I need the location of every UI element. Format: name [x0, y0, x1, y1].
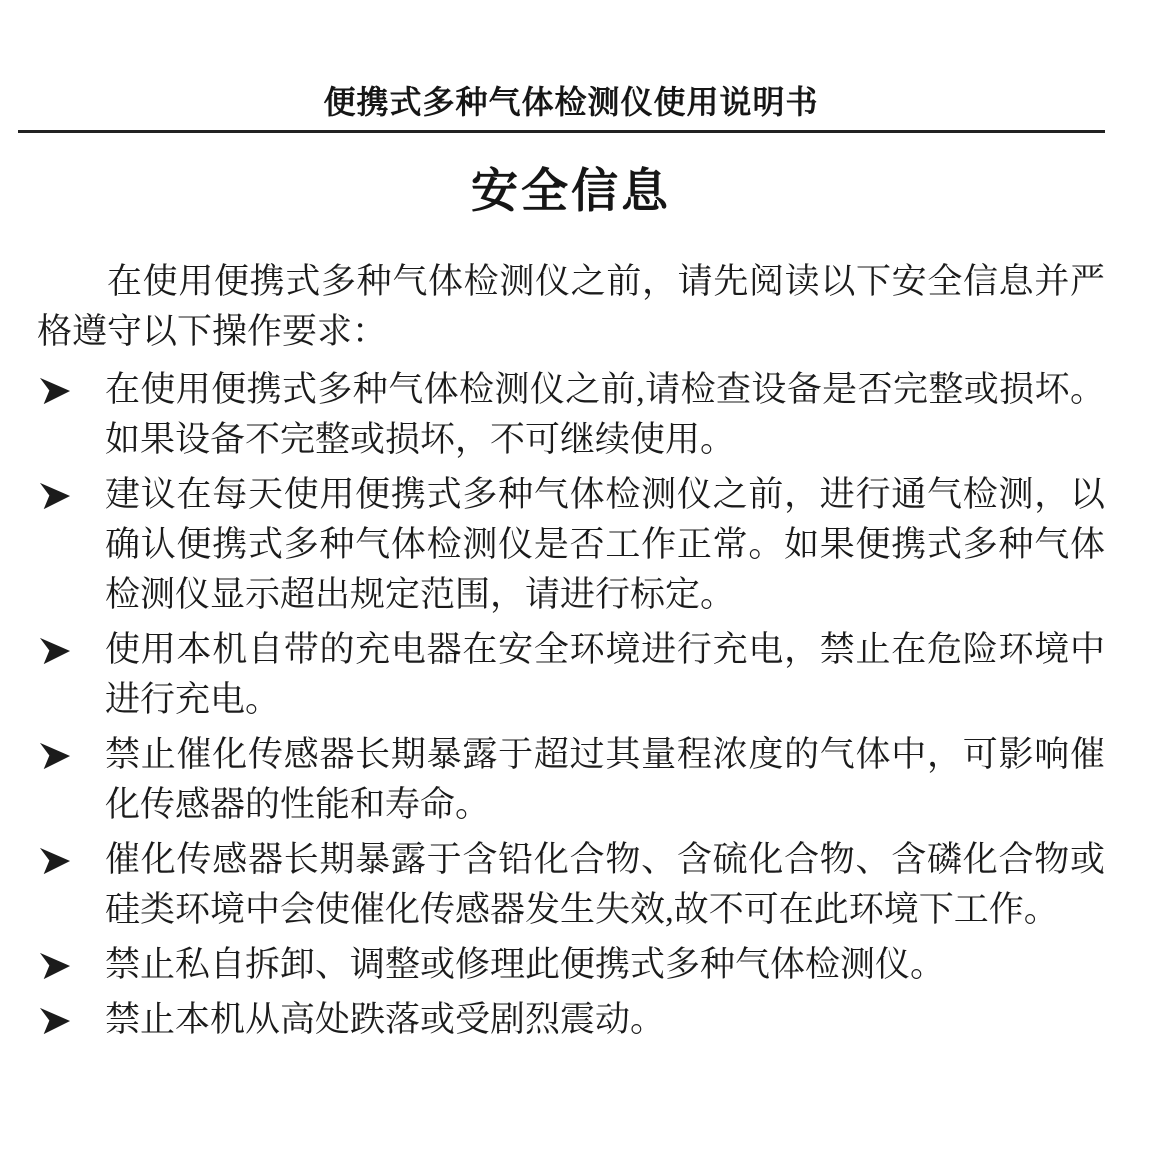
header-rule — [18, 130, 1105, 133]
list-item — [37, 730, 1105, 830]
arrow-bullet-icon — [37, 625, 105, 667]
list-item-text: 使用本机自带的充电器在安全环境进行充电，禁止在危险环境中进行充电。 — [105, 630, 1105, 719]
arrow-bullet-icon — [37, 470, 105, 512]
list-item-text: 建议在每天使用便携式多种气体检测仪之前，进行通气检测，以确认便携式多种气体检测仪是否工作正常。如果便携式多种气体检测仪显示超出规定范围，请进行标定。 — [105, 475, 1105, 614]
arrow-bullet-icon — [37, 995, 105, 1037]
arrow-bullet-icon — [37, 730, 105, 772]
list-item — [37, 995, 1105, 1045]
list-item — [37, 625, 1105, 725]
intro-paragraph: 在使用便携式多种气体检测仪之前，请先阅读以下安全信息并严格遵守以下操作要求： — [37, 262, 1105, 351]
running-header: 便携式多种气体检测仪使用说明书 — [323, 84, 819, 120]
arrow-bullet-icon — [37, 365, 105, 407]
arrow-bullet-icon — [37, 940, 105, 982]
list-item-text: 禁止私自拆卸、调整或修理此便携式多种气体检测仪。 — [105, 945, 946, 984]
arrow-bullet-icon — [37, 835, 105, 877]
list-item — [37, 940, 1105, 990]
list-item-text: 禁止本机从高处跌落或受剧烈震动。 — [105, 1000, 666, 1039]
list-item — [37, 470, 1105, 620]
list-item-text: 催化传感器长期暴露于含铅化合物、含硫化合物、含磷化合物或硅类环境中会使催化传感器发生失效,故不可在此环境下工作。 — [105, 840, 1105, 929]
page-title: 安全信息 — [471, 164, 671, 217]
list-item-text: 禁止催化传感器长期暴露于超过其量程浓度的气体中，可影响催化传感器的性能和寿命。 — [105, 735, 1105, 824]
list-item — [37, 835, 1105, 935]
safety-list — [37, 365, 1105, 1045]
list-item — [37, 365, 1105, 465]
list-item-text: 在使用便携式多种气体检测仪之前,请检查设备是否完整或损坏。如果设备不完整或损坏，不可继续使用。 — [105, 370, 1105, 459]
